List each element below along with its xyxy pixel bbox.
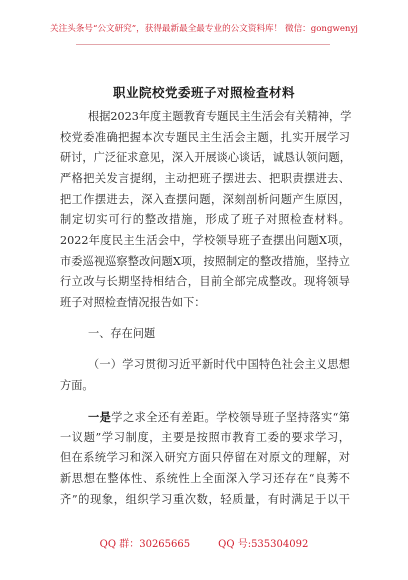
body-line: 根据2023年度主题教育专题民主生活会有关精神，学 (88, 110, 352, 123)
qq-group: QQ 群：30265665 (99, 539, 191, 550)
body-line: 新思想在整体性、系统性上全面深入学习还存在“良莠不 (60, 472, 350, 485)
body-line: 但在系统学习和深入研究方面只停留在对原文的理解，对 (60, 451, 350, 464)
subsection-heading: （一）学习贯彻习近平新时代中国特色社会主义思想 (88, 358, 350, 371)
subsection-heading-cont: 方面。 (60, 379, 94, 392)
section-heading: 一、存在问题 (88, 327, 156, 340)
body-line: 齐”的现象，组织学习重次数，轻质量，有时满足于以干 (60, 493, 350, 506)
body-line: 校党委准确把握本次专题民主生活会主题，扎实开展学习 (60, 131, 350, 144)
body-line: 严格把关发言提纲，主动把班子摆进去、把职责摆进去、 (60, 172, 350, 185)
body-line: 把工作摆进去，深入查摆问题，深刻剖析问题产生原因， (60, 193, 350, 206)
header-banner: 关注头条号“公文研究”，获得最新最全最专业的公文资料库！ 微信：gongwenyj (50, 24, 358, 34)
header-divider (76, 44, 330, 45)
document-title: 职业院校党委班子对照检查材料 (112, 85, 295, 100)
emphasis-lead: 一是 (88, 410, 112, 424)
body-line: 2022年度民主生活会中，学校领导班子查摆出问题X项， (60, 234, 350, 247)
qq-number: QQ 号:535304092 (218, 539, 309, 550)
footer-contact (0, 535, 408, 550)
body-text: 学之求全还有差距。学校领导班子坚持落实“第 (111, 411, 350, 424)
body-line: 行立改与长期坚持相结合，目前全部完成整改。现将领导 (60, 275, 350, 288)
body-line: 班子对照检查情况报告如下： (60, 296, 206, 309)
body-line: 制定切实可行的整改措施，形成了班子对照检查材料。 (60, 213, 350, 226)
body-line (88, 410, 350, 425)
body-line: 市委巡视巡察整改问题X项，按照制定的整改措施，坚持立 (60, 255, 350, 268)
body-line: 研讨，广泛征求意见，深入开展谈心谈话，诚恳认领问题， (60, 151, 351, 164)
body-line: 一议题”学习制度，主要是按照市教育工委的要求学习， (60, 431, 350, 444)
